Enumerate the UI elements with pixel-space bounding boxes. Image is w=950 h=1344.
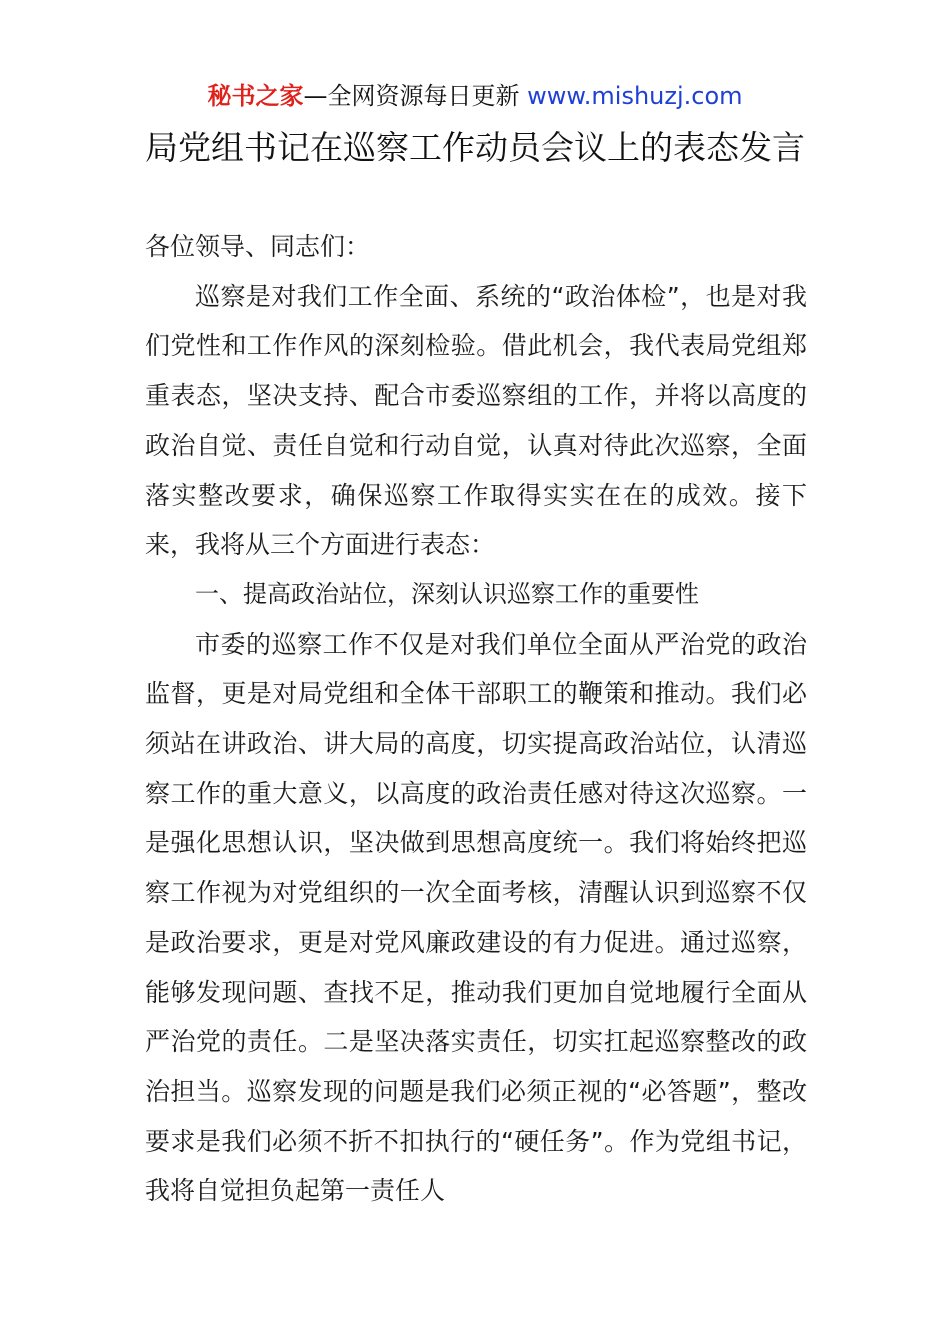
paragraph-section-1: 市委的巡察工作不仅是对我们单位全面从严治党的政治监督，更是对局党组和全体干部职工的鞭策和推动。我们必须站在讲政治、讲大局的高度，切实提高政治站位，认清巡察工作的重大意义，以高度的政治责任感对待这次巡察。一是强化思想认识，坚决做到思想高度统一。我们将始终把巡察工作视为对党组织的一次全面考核，清醒认识到巡察不仅是政治要求，更是对党风廉政建设的有力促进。通过巡察，能够发现问题、查找不足，推动我们更加自觉地履行全面从严治党的责任。二是坚决落实责任，切实扛起巡察整改的政治担当。巡察发现的问题是我们必须正视的“必答题”，整改要求是我们必须不折不扣执行的“硬任务”。作为党组书记，我将自觉担负起第一责任人 — [145, 629, 807, 1206]
document-body — [145, 222, 807, 1216]
site-brand: 秘书之家 — [207, 82, 304, 110]
document-title: 局党组书记在巡察工作动员会议上的表态发言 — [145, 128, 805, 167]
paragraph-intro: 巡察是对我们工作全面、系统的“政治体检”，也是对我们党性和工作作风的深刻检验。借此机会，我代表局党组郑重表态，坚决支持、配合市委巡察组的工作，并将以高度的政治自觉、责任自觉和行动自觉，认真对待此次巡察，全面落实整改要求，确保巡察工作取得实实在在的成效。接下来，我将从三个方面进行表态： — [145, 281, 807, 560]
section-heading-1: 一、提高政治站位，深刻认识巡察工作的重要性 — [195, 579, 699, 608]
site-url-link[interactable]: www.mishuzj.com — [527, 82, 743, 110]
site-header — [0, 80, 950, 112]
salutation: 各位领导、同志们： — [145, 232, 371, 261]
site-tagline: —全网资源每日更新 — [303, 82, 520, 110]
